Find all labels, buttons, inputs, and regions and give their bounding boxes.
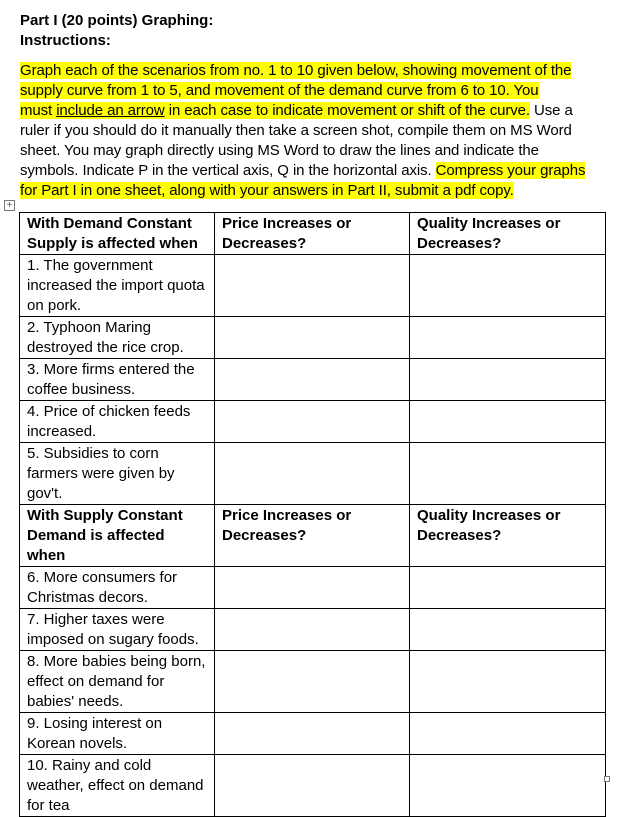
arrow-emphasis: include an arrow [56,102,165,119]
quantity-answer-cell[interactable] [410,401,606,443]
price-answer-cell[interactable] [215,255,410,317]
table-header-row [20,505,606,567]
quantity-answer-cell[interactable] [410,567,606,609]
table-row [20,755,606,817]
table-row [20,255,606,317]
header-cell-price: Price Increases or Decreases? [215,505,410,567]
table-row [20,713,606,755]
instructions-label: Instructions: [20,32,111,49]
table-row [20,317,606,359]
scenarios-table [19,212,606,817]
scenario-cell[interactable]: 3. More firms entered the coffee business. [20,359,215,401]
scenario-cell[interactable]: 2. Typhoon Maring destroyed the rice crop. [20,317,215,359]
quantity-answer-cell[interactable] [410,443,606,505]
scenario-cell[interactable]: 8. More babies being born, effect on demand for babies' needs. [20,651,215,713]
quantity-answer-cell[interactable] [410,755,606,817]
price-answer-cell[interactable] [215,567,410,609]
scenario-cell[interactable]: 5. Subsidies to corn farmers were given by gov't. [20,443,215,505]
instructions-paragraph [20,61,610,201]
quantity-answer-cell[interactable] [410,651,606,713]
price-answer-cell[interactable] [215,443,410,505]
scenario-cell[interactable]: 7. Higher taxes were imposed on sugary foods. [20,609,215,651]
price-answer-cell[interactable] [215,713,410,755]
table-row [20,651,606,713]
price-answer-cell[interactable] [215,401,410,443]
table-row [20,359,606,401]
table-resize-handle[interactable] [604,776,610,782]
header-cell-scenario: With Demand Constant Supply is affected when [20,213,215,255]
instructions-line-2: supply curve from 1 to 5, and movement of the demand curve from 6 to 10. You [20,82,539,99]
price-answer-cell[interactable] [215,317,410,359]
table-row [20,401,606,443]
header-cell-scenario: With Supply Constant Demand is affected when [20,505,215,567]
table-row [20,609,606,651]
price-answer-cell[interactable] [215,755,410,817]
instructions-line-3: must include an arrow in each case to indicate movement or shift of the curve. Use a [20,102,573,119]
table-row [20,443,606,505]
scenario-cell[interactable]: 6. More consumers for Christmas decors. [20,567,215,609]
quantity-answer-cell[interactable] [410,359,606,401]
scenario-cell[interactable]: 10. Rainy and cold weather, effect on demand for tea [20,755,215,817]
quantity-answer-cell[interactable] [410,713,606,755]
scenario-cell[interactable]: 9. Losing interest on Korean novels. [20,713,215,755]
instructions-line-7: for Part I in one sheet, along with your answers in Part II, submit a pdf copy. [20,182,514,199]
table-row [20,567,606,609]
scenario-cell[interactable]: 1. The government increased the import quota on pork. [20,255,215,317]
header-cell-quantity: Quality Increases or Decreases? [410,213,606,255]
quantity-answer-cell[interactable] [410,609,606,651]
quantity-answer-cell[interactable] [410,255,606,317]
price-answer-cell[interactable] [215,651,410,713]
quantity-answer-cell[interactable] [410,317,606,359]
scenario-cell[interactable]: 4. Price of chicken feeds increased. [20,401,215,443]
instructions-line-1: Graph each of the scenarios from no. 1 to 10 given below, showing movement of the [20,62,572,79]
instructions-line-5: sheet. You may graph directly using MS Word to draw the lines and indicate the [20,142,539,159]
header-cell-quantity: Quality Increases or Decreases? [410,505,606,567]
instructions-line-6: symbols. Indicate P in the vertical axis, Q in the horizontal axis. Compress your graphs [20,162,586,179]
price-answer-cell[interactable] [215,359,410,401]
table-header-row [20,213,606,255]
price-answer-cell[interactable] [215,609,410,651]
header-cell-price: Price Increases or Decreases? [215,213,410,255]
part-title: Part I (20 points) Graphing: [20,12,214,29]
table-move-handle-icon[interactable]: + [4,200,15,211]
instructions-line-4: ruler if you should do it manually then take a screen shot, compile them on MS Word [20,122,572,139]
